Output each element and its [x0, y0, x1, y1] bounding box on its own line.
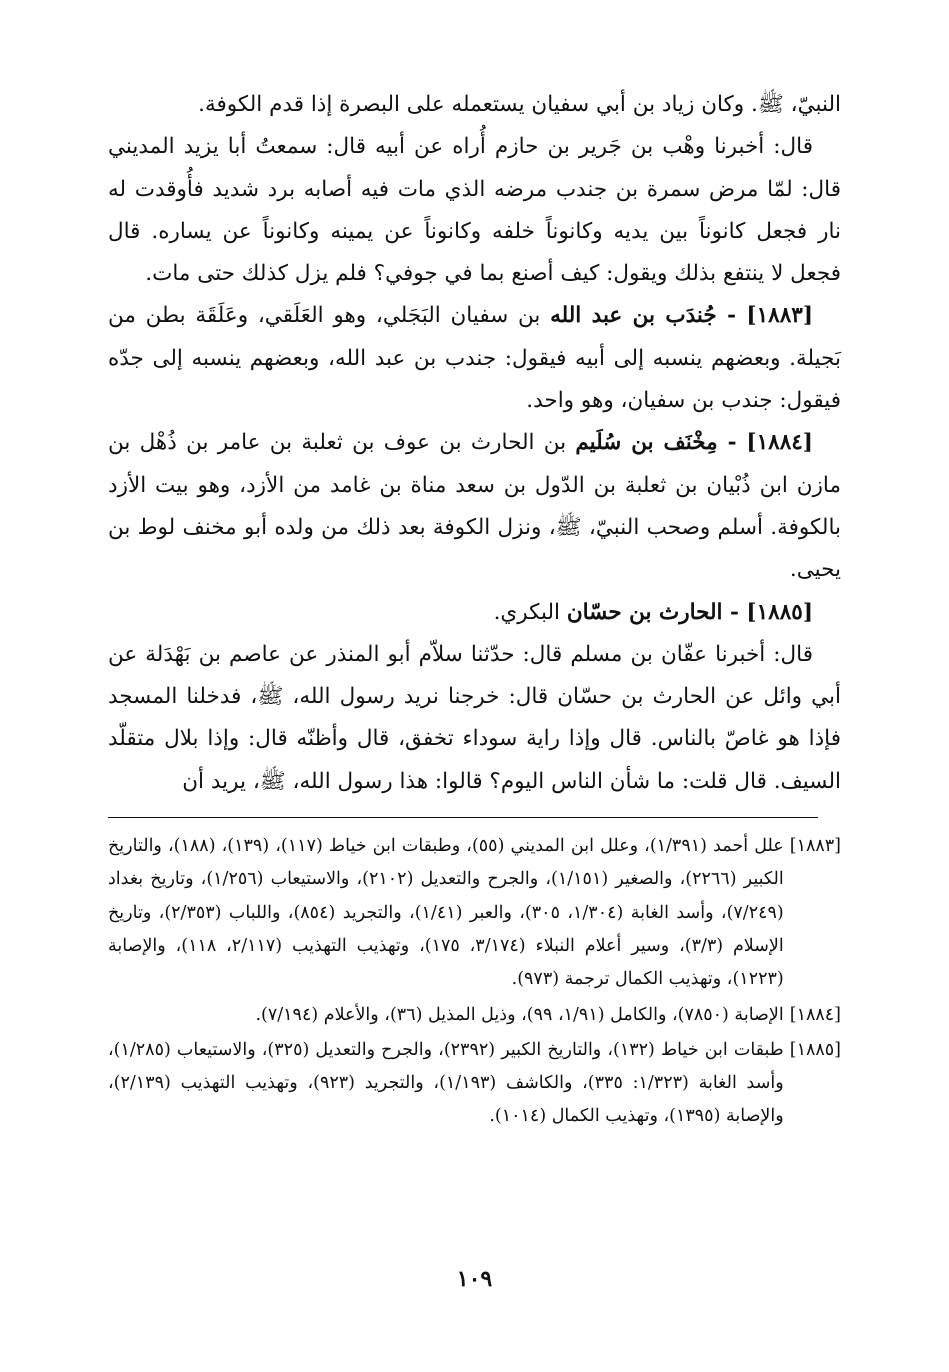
entry-1883 — [108, 295, 841, 422]
footnote-1884 — [108, 999, 841, 1032]
paragraph-continuation — [108, 84, 841, 126]
footnotes — [108, 830, 841, 1134]
entry-text: بن الحارث بن عوف بن ثعلبة بن عامر بن ذُهْل بن مازن ابن ذُبْيان بن ثعلبة بن الدّول بن سعد مناة بن غامد من الأزد، وهو بيت الأزد بالكوفة. أسلم وصحب النبيّ، ﷺ، ونزل الكوفة بعد ذلك من ولده أبو مخنف لوط بن يحيى. — [108, 430, 841, 583]
entry-1884 — [108, 422, 841, 591]
entry-text: البكري. — [493, 599, 560, 625]
footnote-1883 — [108, 830, 841, 996]
footnote-number: [١٨٨٤] — [789, 1004, 841, 1025]
page-content — [108, 84, 841, 1136]
paragraph-text: قال: أخبرنا عفّان بن مسلم قال: حدّثنا سلاّم أبو المنذر عن عاصم بن بَهْدَلة عن أبي وائل عن الحارث بن حسّان قال: خرجنا نريد رسول الله، ﷺ، فدخلنا المسجد فإذا هو غاصّ بالناس. قال وإذا راية سوداء تخفق، قال وأظنّه قال: وإذا بلال متقلّد السيف. قال قلت: ما شأن الناس اليوم؟ قالوا: هذا رسول الله، ﷺ، يريد أن — [108, 641, 841, 794]
footnote-number: [١٨٨٥] — [789, 1039, 841, 1060]
page-number: ١٠٩ — [456, 1266, 493, 1292]
entry-heading: [١٨٨٥] - الحارث بن حسّان — [566, 599, 813, 625]
entry-heading: [١٨٨٤] - مِخْنَف بن سُلَيم — [575, 430, 813, 456]
paragraph-text: النبيّ، ﷺ. وكان زياد بن أبي سفيان يستعمله على البصرة إذا قدم الكوفة. — [198, 92, 841, 117]
footnote-text: علل أحمد (١/٣٩١)، وعلل ابن المديني (٥٥)، وطبقات ابن خياط (١١٧)، (١٣٩)، (١٨٨)، والتاريخ الكبير (٢٢٦٦)، والصغير (١/١٥١)، والجرح والتعديل (٢١٠٢)، والاستيعاب (١/٢٥٦)، وتاريخ بغداد (٧/٢٤٩)، وأسد الغابة (١/٣٠٤، ٣٠٥)، والعبر (١/٤١)، والتجريد (٨٥٤)، واللباب (٢/٣٥٣)، وتاريخ الإسلام (٣/٣)، وسير أعلام النبلاء (٣/١٧٤، ١٧٥)، وتهذيب التهذيب (٢/١١٧، ١١٨)، والإصابة (١٢٢٣)، وتهذيب الكمال ترجمة (٩٧٣). — [108, 836, 784, 990]
footnote-number: [١٨٨٣] — [789, 836, 841, 857]
footnote-text: طبقات ابن خياط (١٣٢)، والتاريخ الكبير (٢٣٩٢)، والجرح والتعديل (٣٢٥)، والاستيعاب (١/٢٨٥)، وأسد الغابة (١/٣٢٣: ٣٣٥)، والكاشف (١/١٩٣)، والتجريد (٩٢٣)، وتهذيب التهذيب (٢/١٣٩)، والإصابة (١٣٩٥)، وتهذيب الكمال (١٠١٤). — [108, 1039, 784, 1127]
entry-text: بن سفيان البَجَلي، وهو العَلَقي، وعَلَقَة بطن من بَجيلة. وبعضهم ينسبه إلى أبيه فيقول: جندب بن عبد الله، وبعضهم ينسبه إلى جدّه فيقول: جندب بن سفيان، وهو واحد. — [108, 303, 841, 414]
footnote-text: الإصابة (٧٨٥٠)، والكامل (١/٩١، ٩٩)، وذيل المذيل (٣٦)، والأعلام (٧/١٩٤). — [255, 1004, 784, 1025]
main-text — [108, 84, 841, 803]
paragraph-harith-narration — [108, 634, 841, 803]
footnote-divider — [108, 817, 818, 818]
entry-1885 — [108, 592, 841, 634]
footnote-1885 — [108, 1034, 841, 1134]
paragraph-samura-narration — [108, 126, 841, 295]
entry-heading: [١٨٨٣] - جُندَب بن عبد الله — [550, 303, 813, 329]
paragraph-text: قال: أخبرنا وهْب بن جَرير بن حازم أُراه عن أبيه قال: سمعتُ أبا يزيد المديني قال: لمّا مرض سمرة بن جندب مرضه الذي مات فيه أصابه برد شديد فأُوقدت له نار فجعل كانوناً بين يديه وكانوناً خلفه وكانوناً عن يمينه وكانوناً عن يساره. قال فجعل لا ينتفع بذلك ويقول: كيف أصنع بما في جوفي؟ فلم يزل كذلك حتى مات. — [108, 134, 841, 287]
